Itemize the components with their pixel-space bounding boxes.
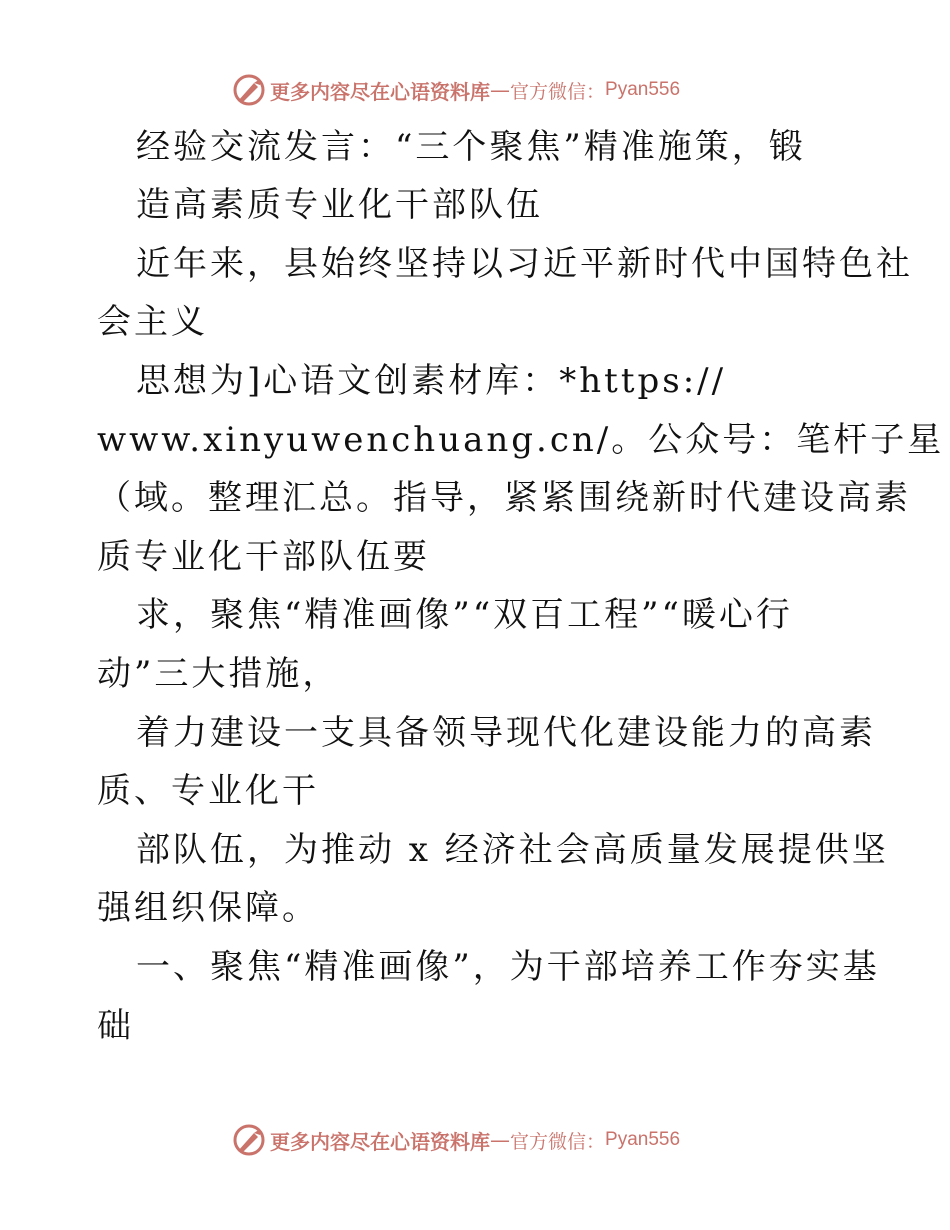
banner-wechat-label: 官方微信： (510, 80, 606, 103)
paragraph-line: 部队伍，为推动 x 经济社会高质量发展提供坚 (136, 830, 889, 870)
paragraph-line: 质专业化干部队伍要 (97, 537, 430, 577)
section-heading-line: 础 (97, 1006, 134, 1046)
paragraph-line: 动”三大措施， (97, 654, 340, 694)
paragraph-line: 思想为]心语文创素材库：*https:// (136, 361, 727, 401)
title-line-2: 造高素质专业化干部队伍 (136, 185, 543, 225)
banner-wechat-label: 官方微信： (510, 1130, 606, 1153)
paragraph-line: （域。整理汇总。指导，紧紧围绕新时代建设高素 (97, 478, 911, 518)
banner-text: 更多内容尽在心语资料库 (270, 79, 490, 104)
paragraph-line: 近年来，县始终坚持以习近平新时代中国特色社 (136, 244, 913, 284)
paragraph-line: www.xinyuwenchuang.cn/。公众号：笔杆子星 (97, 420, 945, 460)
pen-nib-logo-icon (232, 73, 266, 107)
banner-dash: — (490, 78, 510, 102)
banner-dash: — (490, 1128, 510, 1152)
paragraph-line: 会主义 (97, 302, 208, 342)
footer-watermark-banner (232, 1122, 680, 1158)
header-watermark-banner (232, 72, 680, 108)
section-heading-line: 一、聚焦“精准画像”，为干部培养工作夯实基 (136, 947, 880, 987)
paragraph-line: 求，聚焦“精准画像”“双百工程”“暖心行 (136, 595, 793, 635)
banner-wechat-id: Pyan556 (605, 1129, 681, 1150)
title-line-1: 经验交流发言：“三个聚焦”精准施策，锻 (136, 127, 806, 167)
pen-nib-logo-icon (232, 1123, 266, 1157)
paragraph-line: 着力建设一支具备领导现代化建设能力的高素 (136, 713, 876, 753)
paragraph-line: 强组织保障。 (97, 888, 319, 928)
banner-wechat-id: Pyan556 (605, 79, 681, 100)
banner-text: 更多内容尽在心语资料库 (270, 1129, 490, 1154)
paragraph-line: 质、专业化干 (97, 771, 319, 811)
